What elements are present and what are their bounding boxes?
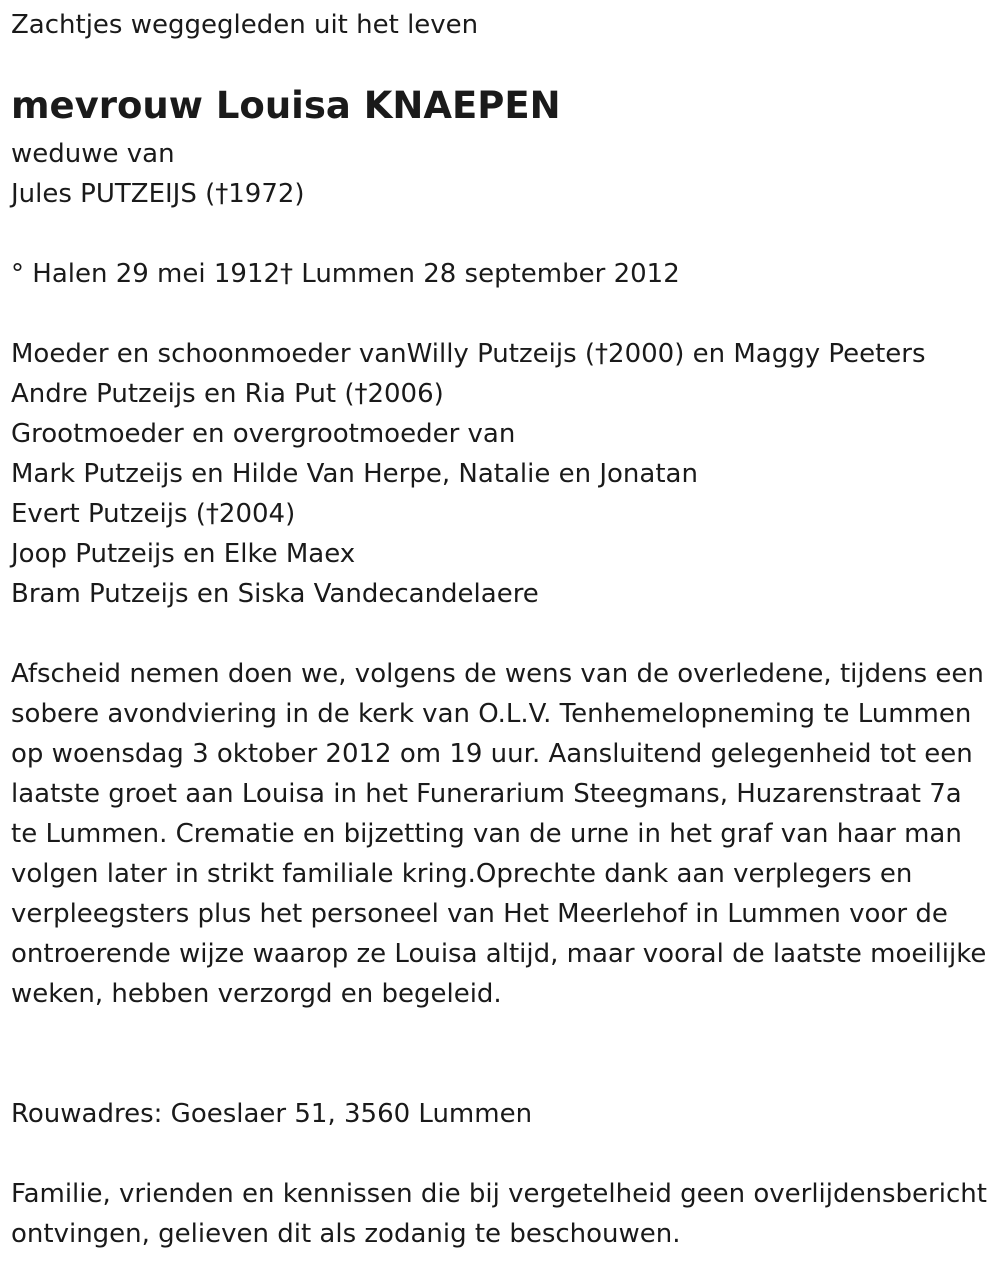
family-line: Moeder en schoonmoeder vanWilly Putzeijs (†2000) en Maggy Peeters (11, 339, 926, 369)
mourning-address: Rouwadres: Goeslaer 51, 3560 Lummen (11, 1099, 533, 1129)
family-line: Evert Putzeijs (†2004) (11, 499, 296, 529)
widow-line: weduwe van (11, 139, 175, 169)
widow-block (11, 134, 305, 214)
family-line: Andre Putzeijs en Ria Put (†2006) (11, 379, 444, 409)
family-line: Joop Putzeijs en Elke Maex (11, 539, 356, 569)
intro-line: Zachtjes weggegleden uit het leven (11, 10, 479, 40)
family-line: Mark Putzeijs en Hilde Van Herpe, Natalie en Jonatan (11, 459, 698, 489)
family-line: Grootmoeder en overgrootmoeder van (11, 419, 516, 449)
birth-death-line: ° Halen 29 mei 1912† Lummen 28 september 2012 (11, 259, 680, 289)
ceremony-paragraph: Afscheid nemen doen we, volgens de wens van de overledene, tijdens een sobere avondviering in de kerk van O.L.V. Tenhemelopneming te Lummen op woensdag 3 oktober 2012 om 19 uur. Aansluitend gelegenheid tot een laatste groet aan Louisa in het Funerarium Steegmans, Huzarenstraat 7a te Lummen. Crematie en bijzetting van de urne in het graf van haar man volgen later in strikt familiale kring.Oprechte dank aan verplegers en verpleegsters plus het personeel van Het Meerlehof in Lummen voor de ontroerende wijze waarop ze Louisa altijd, maar vooral de laatste moeilijke weken, hebben verzorgd en begeleid. (11, 659, 987, 1009)
closing-paragraph: Familie, vrienden en kennissen die bij vergetelheid geen overlijdensbericht ontvingen, gelieven dit als zodanig te beschouwen. (11, 1179, 987, 1249)
spouse-line: Jules PUTZEIJS (†1972) (11, 179, 305, 209)
family-line: Bram Putzeijs en Siska Vandecandelaere (11, 579, 539, 609)
family-block (11, 334, 926, 614)
deceased-name: mevrouw Louisa KNAEPEN (11, 84, 561, 127)
